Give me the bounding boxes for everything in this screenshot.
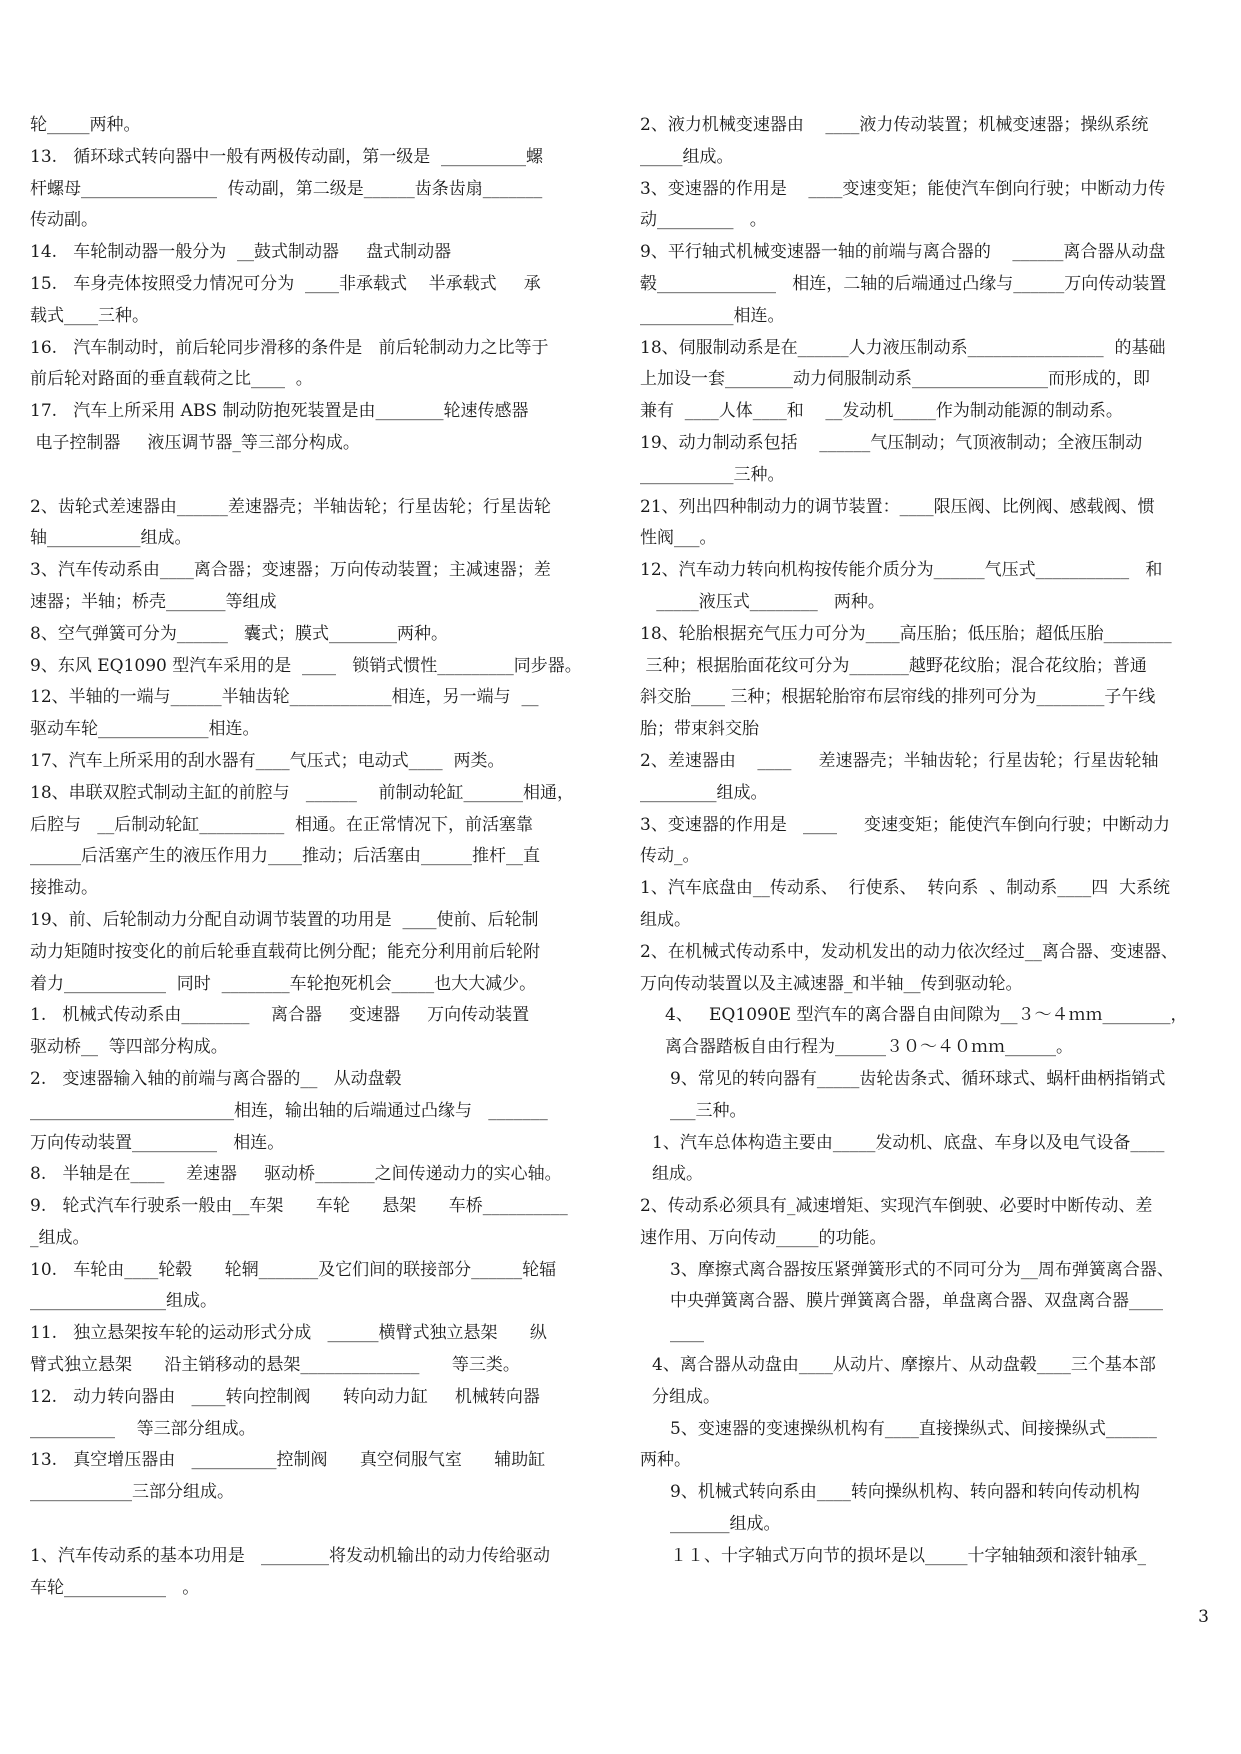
text-line: 5、变速器的变速操纵机构有____直接操纵式、间接操纵式______ (670, 1418, 1157, 1439)
text-line: 21、列出四种制动力的调节装置：____限压阀、比例阀、感载阀、惯 (640, 496, 1155, 517)
text-line: ______后活塞产生的液压作用力____推动；后活塞由______推杆__直 (30, 846, 540, 867)
text-line: 16. 汽车制动时，前后轮同步滑移的条件是 前后轮制动力之比等于 (30, 337, 549, 358)
text-line: 动_________ 。 (640, 210, 767, 231)
text-line: ________________________相连，输出轴的后端通过凸缘与 _______ (30, 1100, 548, 1121)
text-line: 性阀___。 (640, 528, 717, 549)
text-line: 斜交胎____ 三种；根据轮胎帘布层帘线的排列可分为________子午线 (640, 687, 1156, 708)
text-line: 18、伺服制动系是在______人力液压制动系________________ 的基础 (640, 337, 1166, 358)
text-line: 胎；带束斜交胎 (640, 719, 759, 740)
text-line: 17、汽车上所采用的刮水器有____气压式；电动式____ 两类。 (30, 750, 505, 771)
text-line: 1、汽车总体构造主要由_____发动机、底盘、车身以及电气设备____ (652, 1132, 1165, 1153)
text-line: 9、机械式转向系由____转向操纵机构、转向器和转向传动机构 (670, 1482, 1140, 1503)
text-line: 速器；半轴；桥壳_______等组成 (30, 591, 277, 612)
text-line: 驱动车轮_____________相连。 (30, 719, 260, 740)
text-line: 2、液力机械变速器由 ____液力传动装置；机械变速器；操纵系统 (640, 115, 1149, 135)
text-line: 2、差速器由 ____ 差速器壳；半轴齿轮；行星齿轮；行星齿轮轴 (640, 750, 1159, 771)
text-line: 12、汽车动力转向机构按传能介质分为______气压式___________ 和 (640, 560, 1163, 581)
text-line: 万向传动装置__________ 相连。 (30, 1132, 285, 1153)
text-line: 18、串联双腔式制动主缸的前腔与 ______ 前制动轮缸_______相通， (30, 782, 574, 803)
text-line: 着力____________ 同时 ________车轮抱死机会_____也大大减少。 (30, 973, 537, 994)
text-line: 两种。 (640, 1450, 691, 1471)
text-line: 9、常见的转向器有_____齿轮齿条式、循环球式、蜗杆曲柄指销式 (670, 1068, 1166, 1089)
text-line: 上加设一套________动力伺服制动系________________而形成的，即 (640, 369, 1150, 390)
text-line: 3、摩擦式离合器按压紧弹簧形式的不同可分为__周布弹簧离合器、 (670, 1259, 1174, 1280)
text-line: ________________组成。 (30, 1291, 217, 1312)
text-line: 接推动。 (30, 878, 98, 899)
text-line: 11. 独立悬架按车轮的运动形式分成 ______横臂式独立悬架 纵 (30, 1323, 547, 1344)
text-line: 万向传动装置以及主减速器_和半轴__传到驱动轮。 (640, 973, 1023, 994)
text-line: ___________三种。 (640, 464, 785, 485)
text-line: 速作用、万向传动_____的功能。 (640, 1227, 887, 1248)
text-line: 12、半轴的一端与______半轴齿轮____________相连，另一端与 __ (30, 687, 539, 708)
text-line: 8. 半轴是在____ 差速器 驱动桥_______之间传递动力的实心轴。 (30, 1164, 562, 1185)
text-line: 3、变速器的作用是 ____变速变矩；能使汽车倒向行驶；中断动力传 (640, 178, 1166, 199)
text-line: 9、东风 EQ1090 型汽车采用的是 ____ 锁销式惯性_________同步器。 (30, 655, 582, 676)
text-line: _组成。 (30, 1227, 90, 1248)
text-line: 9、平行轴式机械变速器一轴的前端与离合器的 ______离合器从动盘 (640, 242, 1166, 263)
text-line: 后腔与 __后制动轮缸__________ 相通。在正常情况下，前活塞靠 (30, 814, 534, 835)
text-line: 9. 轮式汽车行驶系一般由__车架 车轮 悬架 车桥__________ (30, 1196, 568, 1217)
text-line: ____________三部分组成。 (30, 1482, 234, 1503)
text-line: 3、变速器的作用是 ____ 变速变矩；能使汽车倒向行驶；中断动力 (640, 814, 1171, 835)
text-line: 兼有 ____人体____和 __发动机_____作为制动能源的制动系。 (640, 401, 1123, 422)
page-number: 3 (1198, 1607, 1209, 1627)
blank-line (30, 460, 605, 492)
text-line: 毂______________ 相连，二轴的后端通过凸缘与______万向传动装置 (640, 273, 1167, 294)
text-line: 14. 车轮制动器一般分为 __鼓式制动器 盘式制动器 (30, 242, 452, 263)
text-line: _____液压式________ 两种。 (640, 591, 885, 612)
text-line: 12. 动力转向器由 ____转向控制阀 转向动力缸 机械转向器 (30, 1386, 540, 1407)
text-line: 18、轮胎根据充气压力可分为____高压胎；低压胎；超低压胎________ (640, 623, 1172, 644)
text-line: 2、在机械式传动系中，发动机发出的动力依次经过__离合器、变速器、 (640, 941, 1178, 962)
text-line: 19、前、后轮制动力分配自动调节装置的功用是 ____使前、后轮制 (30, 909, 539, 930)
text-line: 组成。 (652, 1164, 703, 1185)
left-column (30, 110, 605, 1604)
text-line: _____组成。 (640, 146, 734, 167)
text-line: 1、汽车底盘由__传动系、 行使系、 转向系 、制动系____四 大系统 (640, 878, 1171, 899)
text-line: 10. 车轮由____轮毂 轮辋_______及它们间的联接部分______轮辐 (30, 1259, 557, 1280)
text-line: 前后轮对路面的垂直载荷之比____ 。 (30, 369, 313, 390)
text-line: １１、十字轴式万向节的损坏是以_____十字轴轴颈和滚针轴承_ (670, 1545, 1146, 1566)
text-line: 2. 变速器输入轴的前端与离合器的__ 从动盘毂 (30, 1068, 402, 1089)
text-line: 1、汽车传动系的基本功用是 ________将发动机输出的动力传给驱动 (30, 1545, 551, 1566)
text-line: _______组成。 (670, 1514, 781, 1535)
text-line: ____ (670, 1323, 704, 1344)
text-line: 轮_____两种。 (30, 115, 141, 135)
text-line: 15. 车身壳体按照受力情况可分为 ____非承载式 半承载式 承 (30, 273, 541, 294)
text-line: 电子控制器 液压调节器_等三部分构成。 (30, 432, 360, 453)
text-line: 轴___________组成。 (30, 528, 192, 549)
text-line: __________ 等三部分组成。 (30, 1418, 256, 1439)
text-line: 17. 汽车上所采用 ABS 制动防抱死装置是由________轮速传感器 (30, 401, 529, 422)
text-line: 8、空气弹簧可分为______ 囊式；膜式________两种。 (30, 623, 449, 644)
text-line: 分组成。 (652, 1386, 720, 1407)
text-line: 杆螺母________________ 传动副，第二级是______齿条齿扇_______ (30, 178, 543, 199)
text-line: _________组成。 (640, 782, 768, 803)
text-line: 1. 机械式传动系由________ 离合器 变速器 万向传动装置 (30, 1005, 530, 1026)
text-line: 传动副。 (30, 210, 98, 231)
text-line: 13. 循环球式转向器中一般有两极传动副，第一级是 __________螺 (30, 146, 544, 167)
blank-line (30, 1509, 605, 1541)
text-line: 车轮____________ 。 (30, 1577, 200, 1598)
text-line: 2、传动系必须具有_减速增矩、实现汽车倒驶、必要时中断传动、差 (640, 1196, 1153, 1217)
text-line: 组成。 (640, 909, 691, 930)
right-column (640, 110, 1215, 1573)
text-line: 传动_。 (640, 846, 700, 867)
text-line: 4、 EQ1090E 型汽车的离合器自由间隙为__３～４ｍｍ________， (665, 1005, 1188, 1026)
text-line: 4、离合器从动盘由____从动片、摩擦片、从动盘毂____三个基本部 (652, 1355, 1156, 1376)
text-line: ___________相连。 (640, 305, 785, 326)
text-line: 3、汽车传动系由____离合器；变速器；万向传动装置；主减速器；差 (30, 560, 551, 581)
text-line: 臂式独立悬架 沿主销移动的悬架______________ 等三类。 (30, 1355, 520, 1376)
text-line: ___三种。 (670, 1100, 747, 1121)
text-line: 19、动力制动系包括 ______气压制动；气顶液制动；全液压制动 (640, 432, 1143, 453)
text-line: 三种；根据胎面花纹可分为_______越野花纹胎；混合花纹胎；普通 (640, 655, 1147, 676)
text-line: 2、齿轮式差速器由______差速器壳；半轴齿轮；行星齿轮；行星齿轮 (30, 496, 551, 517)
text-line: 中央弹簧离合器、膜片弹簧离合器，单盘离合器、双盘离合器____ (670, 1291, 1163, 1312)
text-line: 离合器踏板自由行程为______３０～４０ｍｍ______。 (665, 1037, 1073, 1058)
text-line: 13. 真空增压器由 __________控制阀 真空伺服气室 辅助缸 (30, 1450, 546, 1471)
text-line: 驱动桥__ 等四部分构成。 (30, 1037, 228, 1058)
text-line: 载式____三种。 (30, 305, 149, 326)
text-line: 动力矩随时按变化的前后轮垂直载荷比例分配；能充分利用前后轮附 (30, 941, 540, 962)
